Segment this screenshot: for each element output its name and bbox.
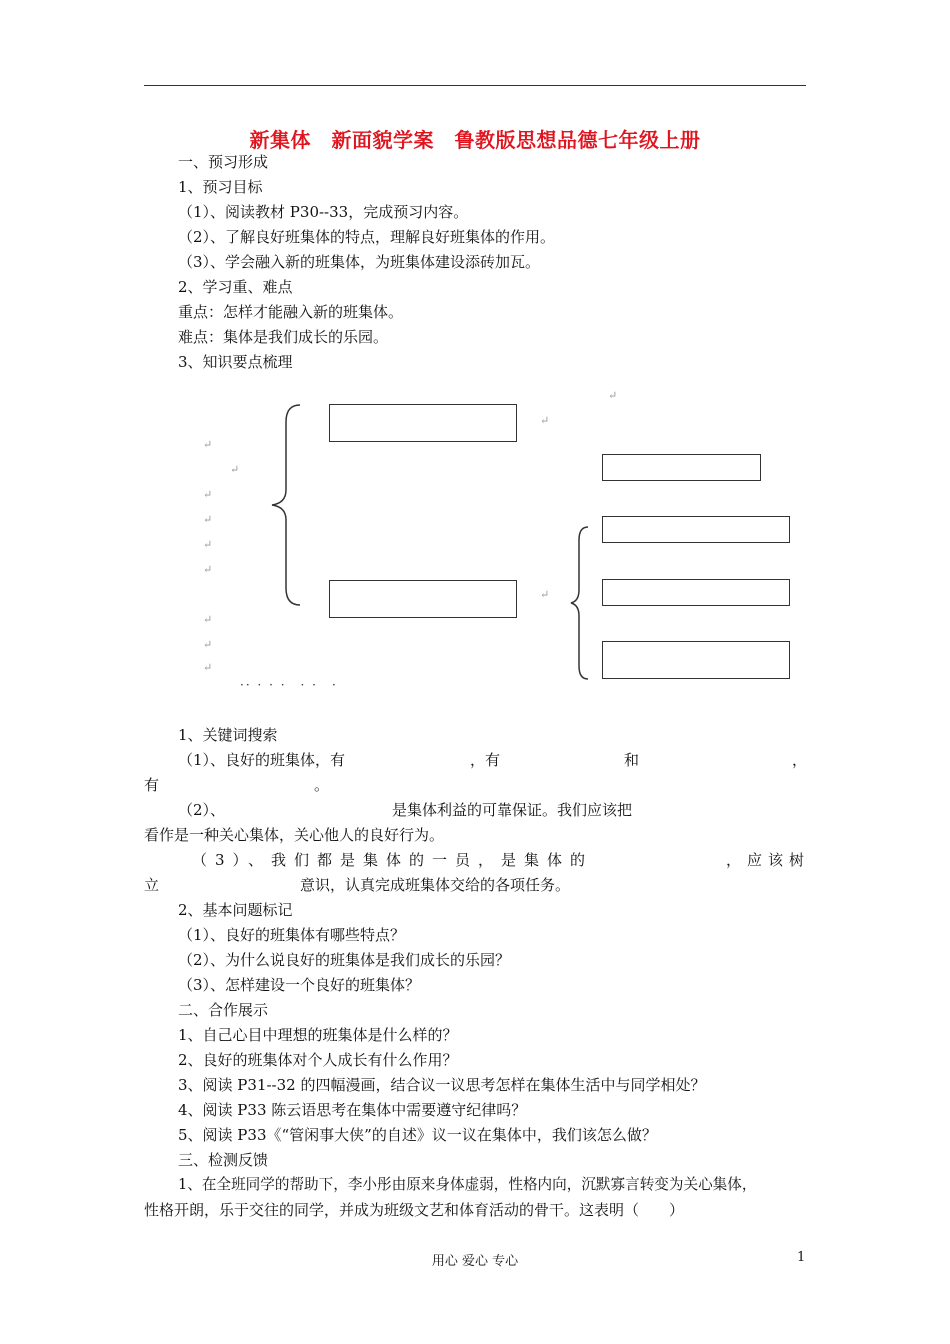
test-question-1: 1、在全班同学的帮助下，李小彤由原来身体虚弱，性格内向，沉默寡言转变为关心集体，	[178, 1176, 757, 1193]
coop-item: 4、阅读 P33 陈云语思考在集体中需要遵守纪律吗？	[178, 1101, 527, 1119]
question-item: （1）、良好的班集体有哪些特点？	[178, 926, 406, 944]
question-item: （3）、怎样建设一个良好的班集体？	[178, 976, 421, 994]
dotted-fragment: ·· · · · · · ·	[240, 678, 338, 692]
goal-heading: 1、预习目标	[178, 178, 263, 196]
key-point: 重点：怎样才能融入新的班集体。	[178, 303, 404, 321]
header-rule	[144, 85, 806, 86]
page-footer: 用心 爱心 专心	[431, 1254, 519, 1269]
paragraph-mark: ↵	[203, 538, 213, 551]
goal-item: （2）、了解良好班集体的特点，理解良好班集体的作用。	[178, 228, 556, 246]
question-item: （2）、为什么说良好的班集体是我们成长的乐园？	[178, 951, 511, 969]
paragraph-mark: ↵	[203, 563, 213, 576]
blank-box[interactable]	[602, 516, 790, 543]
paragraph-mark: ↵	[203, 661, 213, 674]
coop-item: 1、自己心目中理想的班集体是什么样的？	[178, 1026, 458, 1044]
paragraph-mark: ↵	[540, 414, 550, 427]
page-title: 新集体 新面貌学案 鲁教版思想品德七年级上册	[249, 128, 701, 152]
page-number: 1	[797, 1250, 806, 1265]
keyword-heading: 1、关键词搜索	[178, 726, 278, 744]
left-brace	[268, 402, 304, 608]
paragraph-mark: ↵	[203, 438, 213, 451]
section-cooperation: 二、合作展示	[178, 1001, 269, 1019]
keyword-item-2-cont: 看作是一种关心集体，关心他人的良好行为。	[144, 826, 445, 844]
paragraph-mark: ↵	[203, 638, 213, 651]
paragraph-mark: ↵	[203, 513, 213, 526]
paragraph-mark: ↵	[203, 488, 213, 501]
paragraph-mark: ↵	[540, 588, 550, 601]
paragraph-mark: ↵	[203, 613, 213, 626]
blank-box[interactable]	[329, 580, 517, 618]
section-preview: 一、预习形成	[178, 153, 269, 171]
question-heading: 2、基本问题标记	[178, 901, 293, 919]
section-test: 三、检测反馈	[178, 1151, 269, 1169]
right-brace	[568, 524, 592, 682]
coop-item: 3、阅读 P31--32 的四幅漫画，结合议一议思考怎样在集体生活中与同学相处？	[178, 1076, 706, 1094]
paragraph-mark: ↵	[230, 463, 240, 476]
test-question-1-cont: 性格开朗，乐于交往的同学，并成为班级文艺和体育活动的骨干。这表明（ ）	[144, 1201, 685, 1219]
blank-box[interactable]	[329, 404, 517, 442]
goal-item: （3）、学会融入新的班集体，为班集体建设添砖加瓦。	[178, 253, 541, 271]
blank-box[interactable]	[602, 454, 761, 481]
knowledge-heading: 3、知识要点梳理	[178, 353, 293, 371]
paragraph-mark: ↵	[608, 389, 618, 402]
goal-item: （1）、阅读教材 P30--33，完成预习内容。	[178, 203, 469, 221]
blank-box[interactable]	[602, 579, 790, 606]
blank-box[interactable]	[602, 641, 790, 679]
key-heading: 2、学习重、难点	[178, 278, 293, 296]
coop-item: 2、良好的班集体对个人成长有什么作用？	[178, 1051, 458, 1069]
difficult-point: 难点：集体是我们成长的乐园。	[178, 328, 389, 346]
coop-item: 5、阅读 P33《“管闲事大侠”的自述》议一议在集体中，我们该怎么做？	[178, 1126, 657, 1144]
